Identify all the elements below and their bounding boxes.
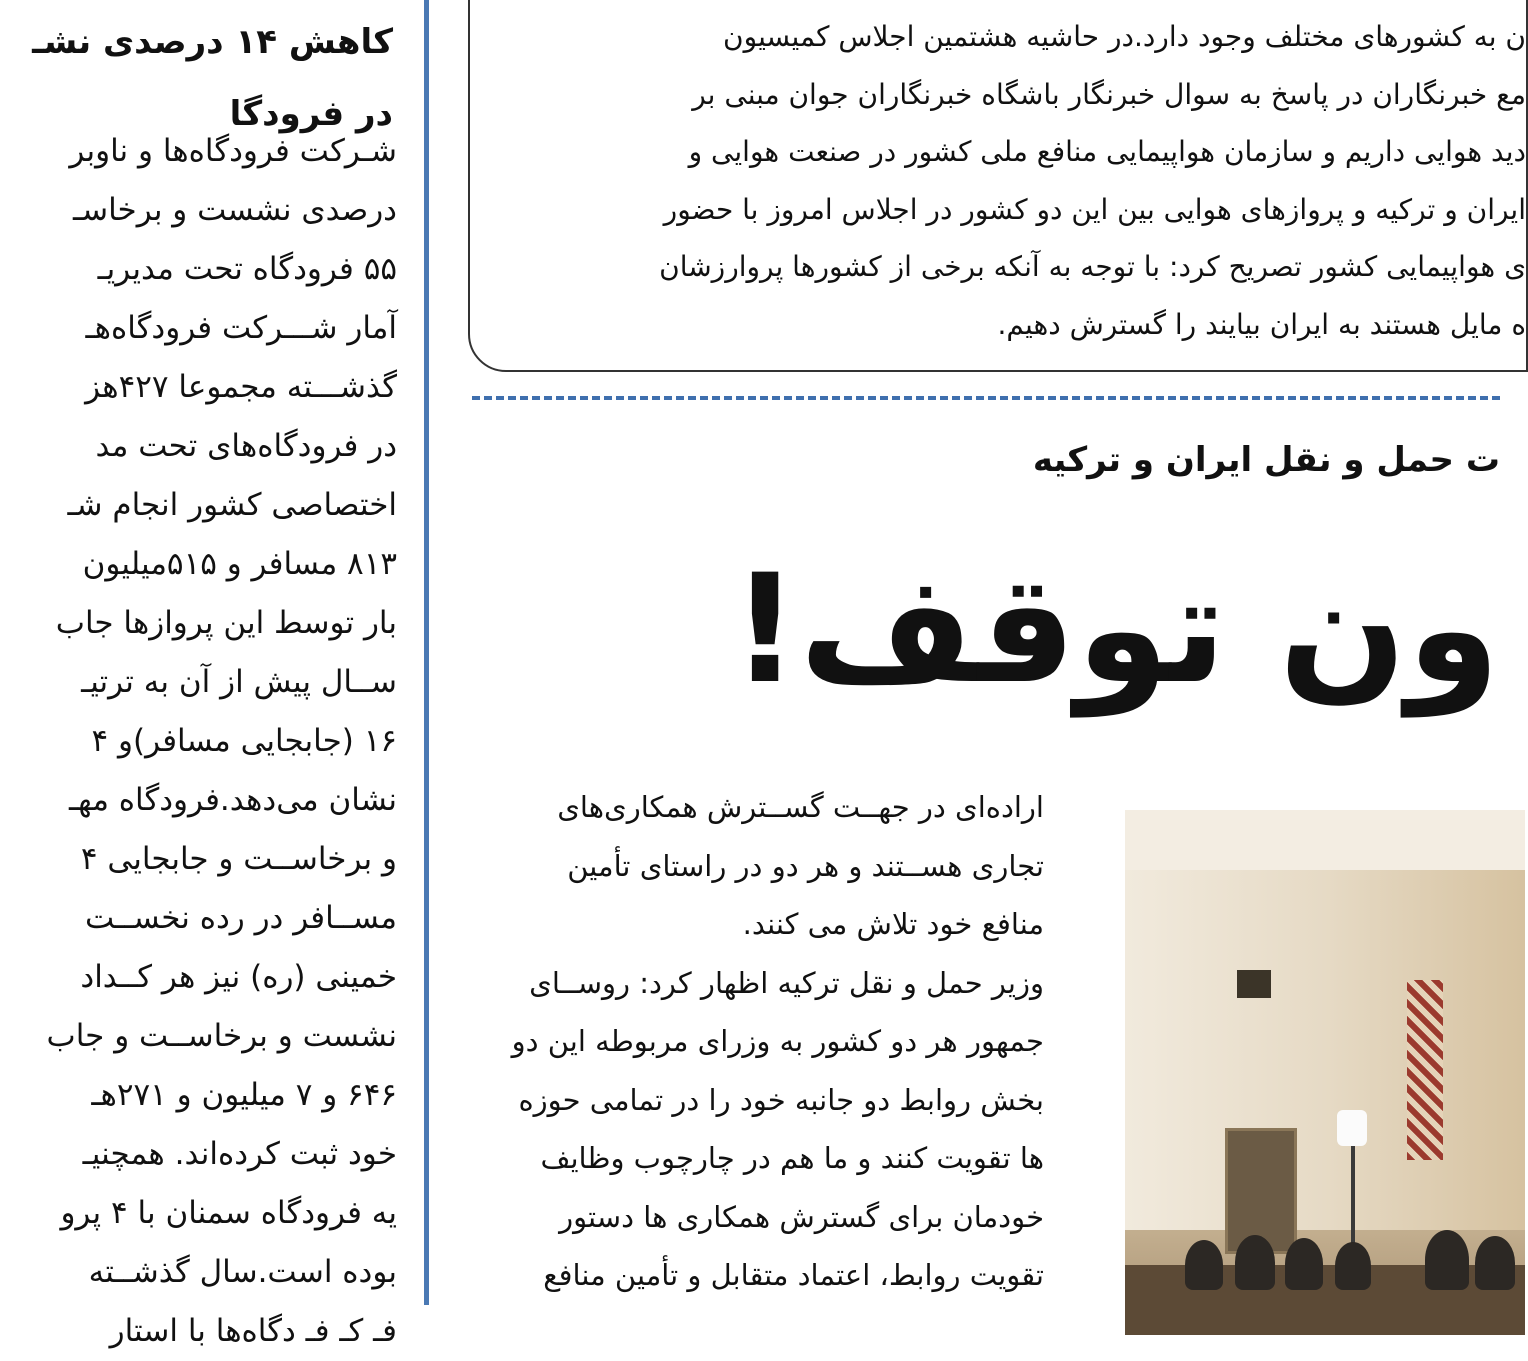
sidebar-body-line: خمینی (ره) نیز هر کــداد xyxy=(80,959,397,995)
sidebar-body-line: نشان می‌دهد.فرودگاه مهـ xyxy=(68,782,397,818)
article-body-line: وزیر حمل و نقل ترکیه اظهار کرد: روســای xyxy=(529,965,1044,1000)
photo-attendee xyxy=(1235,1235,1275,1290)
photo-wall-frame xyxy=(1225,1128,1297,1254)
sidebar-body-line: شـرکت فرودگاه‌ها و ناوبر xyxy=(69,133,397,169)
quote-box-text xyxy=(526,8,1526,353)
column-divider-rule xyxy=(424,0,429,1305)
quote-line: ایران و ترکیه و پروازهای هوایی بین این دو کشور در اجلاس امروز با حضور xyxy=(663,192,1526,226)
sidebar-body-line: درصدی نشست و برخاسـ xyxy=(73,192,397,228)
photo-wall xyxy=(1125,870,1525,1230)
article-kicker: ت حمل و نقل ایران و ترکیه xyxy=(1032,440,1500,480)
sidebar-body-line: ۵۵ فرودگاه تحت مدیریـ xyxy=(97,251,397,287)
quote-line: دید هوایی داریم و سازمان هواپیمایی منافع ملی کشور در صنعت هوایی و xyxy=(688,135,1526,168)
sidebar-body-line: ۱۶ (جابجایی مسافر)و ۴ xyxy=(91,723,397,759)
sidebar-body-line: ســال پیش از آن به ترتیـ xyxy=(81,664,397,700)
article-body-line: جمهور هر دو کشور به وزرای مربوطه این دو xyxy=(511,1024,1044,1058)
sidebar-body-line: یه فرودگاه سمنان با ۴ پرو xyxy=(60,1195,397,1231)
meeting-photo xyxy=(1125,810,1525,1330)
sidebar-article xyxy=(0,0,423,1349)
photo-ceiling xyxy=(1125,810,1525,870)
sidebar-body-line: اختصاصی کشور انجام شـ xyxy=(67,487,397,523)
sidebar-headline-line: در فرودگا xyxy=(229,94,393,134)
sidebar-body-line: و برخاســت و جابجایی ۴ xyxy=(80,841,397,877)
sidebar-body-line: گذشـــته مجموعا ۴۲۷هز xyxy=(85,369,397,405)
photo-attendee xyxy=(1285,1238,1323,1290)
sidebar-body-line: ۶۴۶ و ۷ میلیون و ۲۷۱هـ xyxy=(91,1077,397,1113)
photo-attendee xyxy=(1475,1236,1515,1290)
quote-line: مع خبرنگاران در پاسخ به سوال خبرنگار باشگاه خبرنگاران جوان مبنی بر xyxy=(692,77,1526,111)
dashed-divider xyxy=(472,396,1500,400)
photo-attendee xyxy=(1185,1240,1223,1290)
sidebar-body-line: بوده است.سال گذشــته xyxy=(88,1254,397,1290)
sidebar-body-line: نشست و برخاســت و جاب xyxy=(46,1018,397,1054)
article-body-line: خودمان برای گسترش همکاری ها دستور xyxy=(559,1199,1044,1234)
article-body-line: ها تقویت کنند و ما هم در چارچوب وظایف xyxy=(540,1141,1044,1175)
sidebar-body-line: بار توسط این پروازها جاب xyxy=(55,605,397,641)
sidebar-body-line: خود ثبت کرده‌اند. همچنیـ xyxy=(82,1136,397,1172)
sidebar-body-line: در فرودگاه‌های تحت مد xyxy=(95,428,397,464)
photo-wall-vent xyxy=(1237,970,1271,998)
quote-line: ه مایل هستند به ایران بیایند را گسترش دهیم. xyxy=(997,307,1526,341)
sidebar-body-line: آمار شـــرکت فرودگاه‌هـ xyxy=(85,310,397,346)
photo-attendee xyxy=(1335,1242,1371,1290)
article-body-line: بخش روابط دو جانبه خود را در تمامی حوزه xyxy=(518,1082,1044,1117)
sidebar-body-line: مســافر در رده نخســت xyxy=(84,900,397,936)
quote-box xyxy=(468,0,1528,372)
quote-line: ن به کشورهای مختلف وجود دارد.در حاشیه هشتمین اجلاس کمیسیون xyxy=(723,20,1526,53)
quote-line: ی هواپیمایی کشور تصریح کرد: با توجه به آنکه برخی از کشورها پروارزشان xyxy=(659,250,1526,283)
article-body-line: تقویت روابط، اعتماد متقابل و تأمین منافع xyxy=(543,1258,1044,1292)
article-body-line: تجاری هســتند و هر دو در راستای تأمین xyxy=(567,848,1044,883)
photo-attendee xyxy=(1425,1230,1469,1290)
article-headline: ون توقف! xyxy=(730,543,1500,717)
article-body xyxy=(484,778,1044,1305)
article-body-line: منافع خود تلاش می کنند. xyxy=(742,907,1044,941)
sidebar-body-line: فـ کـ فـ دگاه‌ها با استار xyxy=(109,1313,397,1349)
sidebar-headline-line: کاهش ۱۴ درصدی نشـ xyxy=(32,22,393,62)
photo-carpet-panel xyxy=(1407,980,1443,1160)
photo-lamp xyxy=(1337,1110,1367,1146)
sidebar-body xyxy=(0,122,397,1361)
sidebar-body-line: ۸۱۳ مسافر و ۵۱۵میلیون xyxy=(82,546,397,582)
article-body-line: اراده‌ای در جهــت گســترش همکاری‌های xyxy=(557,790,1044,824)
